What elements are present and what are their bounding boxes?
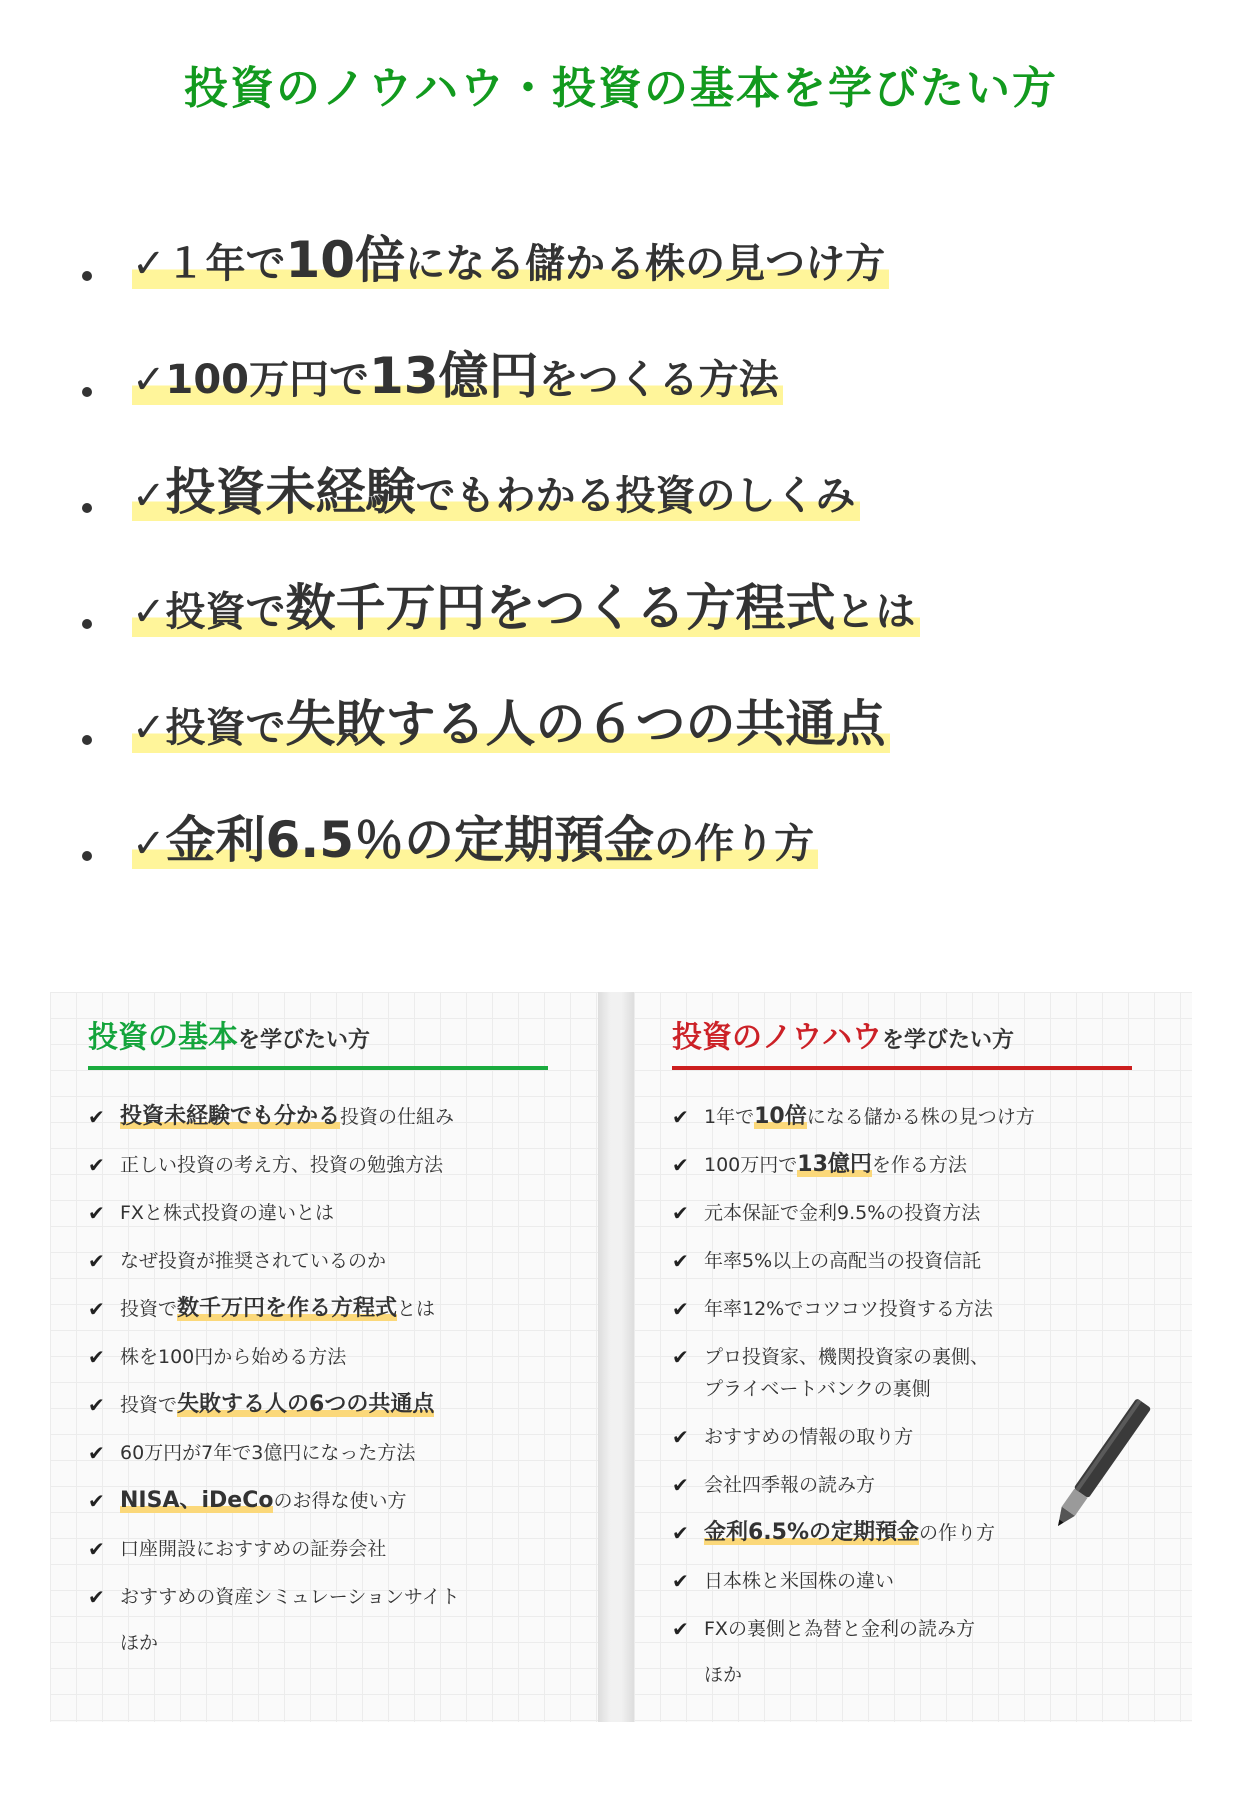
feature-item xyxy=(82,347,920,467)
list-item: ✔ NISA、iDeCoのお得な使い方 xyxy=(88,1486,460,1534)
check-icon: ✔ xyxy=(88,1201,105,1225)
bullet-dot xyxy=(82,851,92,861)
check-icon: ✔ xyxy=(88,1249,105,1273)
feature-text: ✓投資で xyxy=(132,705,286,751)
panel-heading xyxy=(672,1012,1014,1056)
feature-item xyxy=(82,463,920,583)
bullet-dot xyxy=(82,735,92,745)
feature-list xyxy=(82,231,920,931)
feature-item xyxy=(82,231,920,351)
basics-panel xyxy=(50,992,598,1722)
feature-emphasis: 金利6.5％の定期預金 xyxy=(165,811,655,869)
check-icon: ✔ xyxy=(672,1617,689,1641)
check-icon: ✔ xyxy=(88,1105,105,1129)
list-item: ✔ 口座開設におすすめの証券会社 xyxy=(88,1534,460,1582)
list-item: ✔ 60万円が7年で3億円になった方法 xyxy=(88,1438,460,1486)
list-item: ✔ おすすめの情報の取り方 xyxy=(672,1422,1035,1470)
more-note: ほか xyxy=(120,1632,159,1654)
feature-text: ✓100万円で xyxy=(132,357,370,403)
panel-divider xyxy=(672,1066,1132,1070)
feature-text: をつくる方法 xyxy=(538,357,779,403)
panel-heading-emphasis: 投資の基本 xyxy=(88,1020,238,1055)
list-item: ✔ 年率5%以上の高配当の投資信託 xyxy=(672,1246,1035,1294)
check-icon: ✔ xyxy=(672,1153,689,1177)
panel-heading xyxy=(88,1012,370,1056)
check-icon: ✔ xyxy=(88,1345,105,1369)
check-icon: ✔ xyxy=(672,1473,689,1497)
feature-item xyxy=(82,811,920,931)
feature-emphasis: 10倍 xyxy=(285,231,406,289)
check-icon: ✔ xyxy=(672,1345,689,1369)
check-icon: ✔ xyxy=(672,1425,689,1449)
bullet-dot xyxy=(82,271,92,281)
list-item: ✔ なぜ投資が推奨されているのか xyxy=(88,1246,460,1294)
check-icon: ✔ xyxy=(88,1441,105,1465)
feature-text: の作り方 xyxy=(654,821,815,867)
check-icon: ✔ xyxy=(672,1297,689,1321)
list-item: ✔ 投資で数千万円を作る方程式とは xyxy=(88,1294,460,1342)
check-icon: ✔ xyxy=(88,1537,105,1561)
list-item: ✔ 金利6.5%の定期預金の作り方 xyxy=(672,1518,1035,1566)
feature-emphasis: 投資未経験 xyxy=(165,463,416,521)
panel-list xyxy=(672,1102,1035,1694)
knowhow-panel xyxy=(634,992,1192,1722)
feature-text: ✓ xyxy=(132,473,166,519)
feature-text: とは xyxy=(835,589,916,635)
list-item: ✔ 株を100円から始める方法 xyxy=(88,1342,460,1390)
feature-emphasis: 数千万円をつくる方程式 xyxy=(285,579,836,637)
list-item: ✔ 100万円で13億円を作る方法 xyxy=(672,1150,1035,1198)
check-icon: ✔ xyxy=(88,1393,105,1417)
list-item: ✔ FXと株式投資の違いとは xyxy=(88,1198,460,1246)
list-item: ✔ プロ投資家、機関投資家の裏側、 プライベートバンクの裏側 xyxy=(672,1342,1035,1422)
list-item: ✔ 1年で10倍になる儲かる株の見つけ方 xyxy=(672,1102,1035,1150)
check-icon: ✔ xyxy=(88,1297,105,1321)
bullet-dot xyxy=(82,619,92,629)
list-item: ✔ 投資未経験でも分かる投資の仕組み xyxy=(88,1102,460,1150)
feature-item xyxy=(82,579,920,699)
check-icon: ✔ xyxy=(88,1585,105,1609)
panel-heading-rest: を学びたい方 xyxy=(238,1028,371,1053)
feature-emphasis: 13億円 xyxy=(369,347,539,405)
panel-heading-emphasis: 投資のノウハウ xyxy=(672,1020,882,1055)
list-item: ✔ 元本保証で金利9.5%の投資方法 xyxy=(672,1198,1035,1246)
check-icon: ✔ xyxy=(672,1521,689,1545)
feature-text: になる儲かる株の見つけ方 xyxy=(405,241,886,287)
feature-emphasis: 失敗する人の６つの共通点 xyxy=(285,695,886,753)
feature-item xyxy=(82,695,920,815)
check-icon: ✔ xyxy=(88,1153,105,1177)
page-title: 投資のノウハウ・投資の基本を学びたい方 xyxy=(184,63,1058,114)
list-item: ✔ おすすめの資産シミュレーションサイト ほか xyxy=(88,1582,460,1662)
feature-text: ✓１年で xyxy=(132,241,286,287)
check-icon: ✔ xyxy=(672,1249,689,1273)
list-item: ✔ FXの裏側と為替と金利の読み方 ほか xyxy=(672,1614,1035,1694)
check-icon: ✔ xyxy=(672,1201,689,1225)
panel-list xyxy=(88,1102,460,1662)
list-item: ✔ 日本株と米国株の違い xyxy=(672,1566,1035,1614)
list-item: ✔ 投資で失敗する人の6つの共通点 xyxy=(88,1390,460,1438)
check-icon: ✔ xyxy=(88,1489,105,1513)
list-item: ✔ 会社四季報の読み方 xyxy=(672,1470,1035,1518)
check-icon: ✔ xyxy=(672,1569,689,1593)
bullet-dot xyxy=(82,387,92,397)
bullet-dot xyxy=(82,503,92,513)
list-item: ✔ 正しい投資の考え方、投資の勉強方法 xyxy=(88,1150,460,1198)
check-icon: ✔ xyxy=(672,1105,689,1129)
feature-text: ✓ xyxy=(132,821,166,867)
list-item: ✔ 年率12%でコツコツ投資する方法 xyxy=(672,1294,1035,1342)
panel-divider xyxy=(88,1066,548,1070)
panel-heading-rest: を学びたい方 xyxy=(882,1028,1015,1053)
more-note: ほか xyxy=(704,1664,743,1686)
feature-text: ✓投資で xyxy=(132,589,286,635)
feature-text: でもわかる投資のしくみ xyxy=(415,473,856,519)
book-spine xyxy=(598,992,634,1722)
